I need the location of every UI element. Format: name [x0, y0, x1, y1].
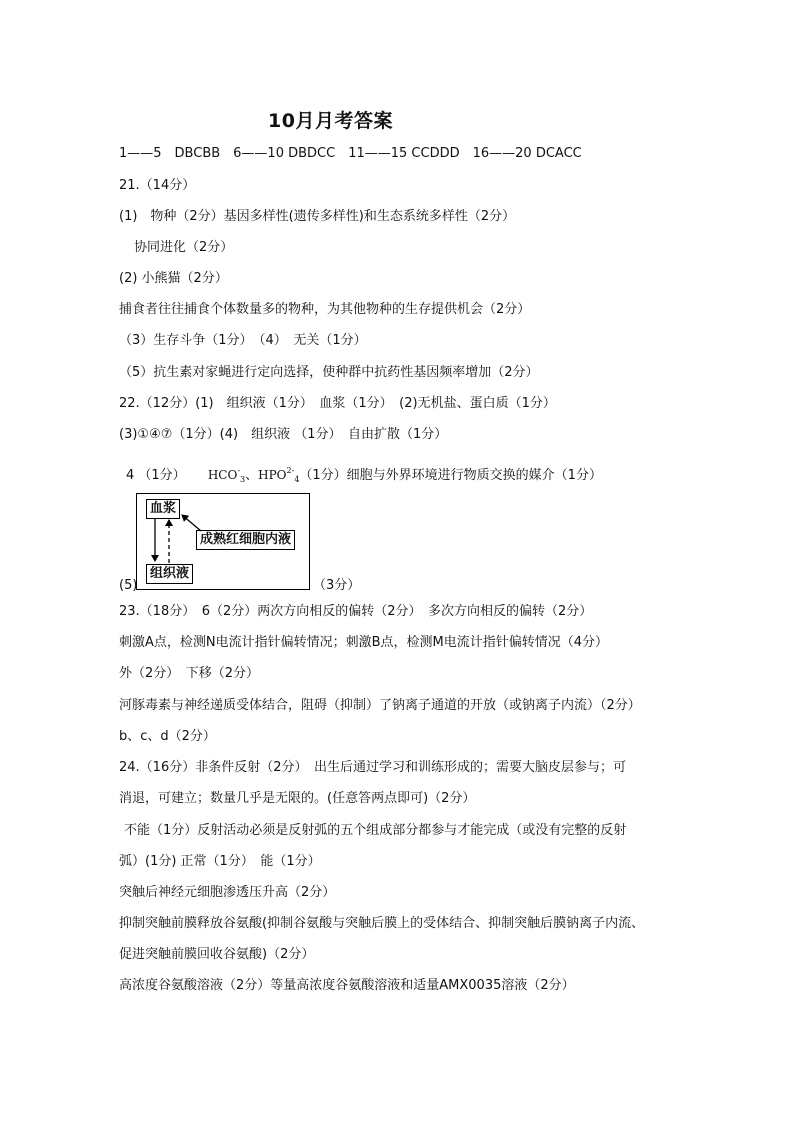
tissue-fluid-box: 组织液: [146, 564, 193, 584]
q24-line-3: 不能（1分）反射活动必须是反射弧的五个组成部分都参与才能完成（或没有完整的反射: [124, 823, 627, 838]
q24-line-4: 弧）(1分) 正常（1分） 能（1分）: [119, 854, 321, 869]
q21-line-5: （3）生存斗争（1分） （4） 无关（1分）: [119, 333, 367, 348]
q23-line-5: b、c、d（2分）: [119, 729, 216, 744]
q22-line-3-end: （1分）细胞与外界环境进行物质交换的媒介（1分）: [299, 468, 602, 483]
q21-line-6: （5）抗生素对家蝇进行定向选择，使种群中抗药性基因频率增加（2分）: [119, 365, 539, 380]
ion-separator: 、: [245, 468, 259, 483]
rbc-to-plasma-arrow: [182, 515, 201, 531]
q22-part5-label: (5): [119, 578, 138, 593]
page-title: 10月月考答案: [268, 110, 393, 132]
bicarbonate-ion: $HCO^-_3$: [207, 466, 246, 484]
q24-line-7: 促进突触前膜回收谷氨酸)（2分）: [119, 947, 315, 962]
q24-line-5: 突触后神经元细胞渗透压升高（2分）: [119, 885, 336, 900]
phosphate-ion: $HPO^{2-}_4$: [258, 466, 300, 484]
q24-line-6: 抑制突触前膜释放谷氨酸(抑制谷氨酸与突触后膜上的受体结合、抑制突触后膜钠离子内流、: [119, 916, 645, 931]
q24-line-8: 高浓度谷氨酸溶液（2分）等量高浓度谷氨酸溶液和适量AMX0035溶液（2分）: [119, 978, 575, 993]
q22-line-2: (3)①④⑦（1分）(4) 组织液 （1分） 自由扩散（1分）: [119, 427, 448, 442]
q21-line-4: 捕食者往往捕食个体数量多的物种，为其他物种的生存提供机会（2分）: [119, 302, 531, 317]
q23-line-2: 刺激A点，检测N电流计指针偏转情况；刺激B点，检测M电流计指针偏转情况（4分）: [119, 635, 609, 650]
fluid-exchange-diagram: [136, 493, 310, 590]
q22-line-3-start: 4 （1分）: [126, 468, 186, 483]
q22-part5-score: （3分）: [313, 578, 361, 593]
plasma-box: 血浆: [146, 499, 180, 519]
choice-answers: 1——5 DBCBB 6——10 DBDCC 11——15 CCDDD 16——20 DCACC: [119, 146, 582, 161]
q23-line-1: 23.（18分） 6（2分）两次方向相反的偏转（2分） 多次方向相反的偏转（2分）: [119, 604, 593, 619]
q23-line-4: 河豚毒素与神经递质受体结合，阻碍（抑制）了钠离子通道的开放（或钠离子内流）（2分）: [119, 698, 641, 713]
q24-line-1: 24.（16分）非条件反射（2分） 出生后通过学习和训练形成的；需要大脑皮层参与；可: [119, 760, 626, 775]
diagram-arrows: [136, 493, 310, 590]
q24-line-2: 消退，可建立；数量几乎是无限的。(任意答两点即可)（2分）: [119, 791, 476, 806]
q21-heading: 21.（14分）: [119, 178, 196, 193]
q23-line-3: 外（2分） 下移（2分）: [119, 666, 260, 681]
q21-line-2: 协同进化（2分）: [134, 240, 234, 255]
q22-line-1: 22.（12分）(1) 组织液（1分） 血浆（1分） (2)无机盐、蛋白质（1分）: [119, 396, 556, 411]
q22-line-3: [126, 463, 602, 488]
rbc-fluid-box: 成熟红细胞内液: [196, 530, 295, 550]
q21-line-3: (2) 小熊猫（2分）: [119, 271, 228, 286]
q21-line-1: (1) 物种（2分）基因多样性(遗传多样性)和生态系统多样性（2分）: [119, 209, 516, 224]
